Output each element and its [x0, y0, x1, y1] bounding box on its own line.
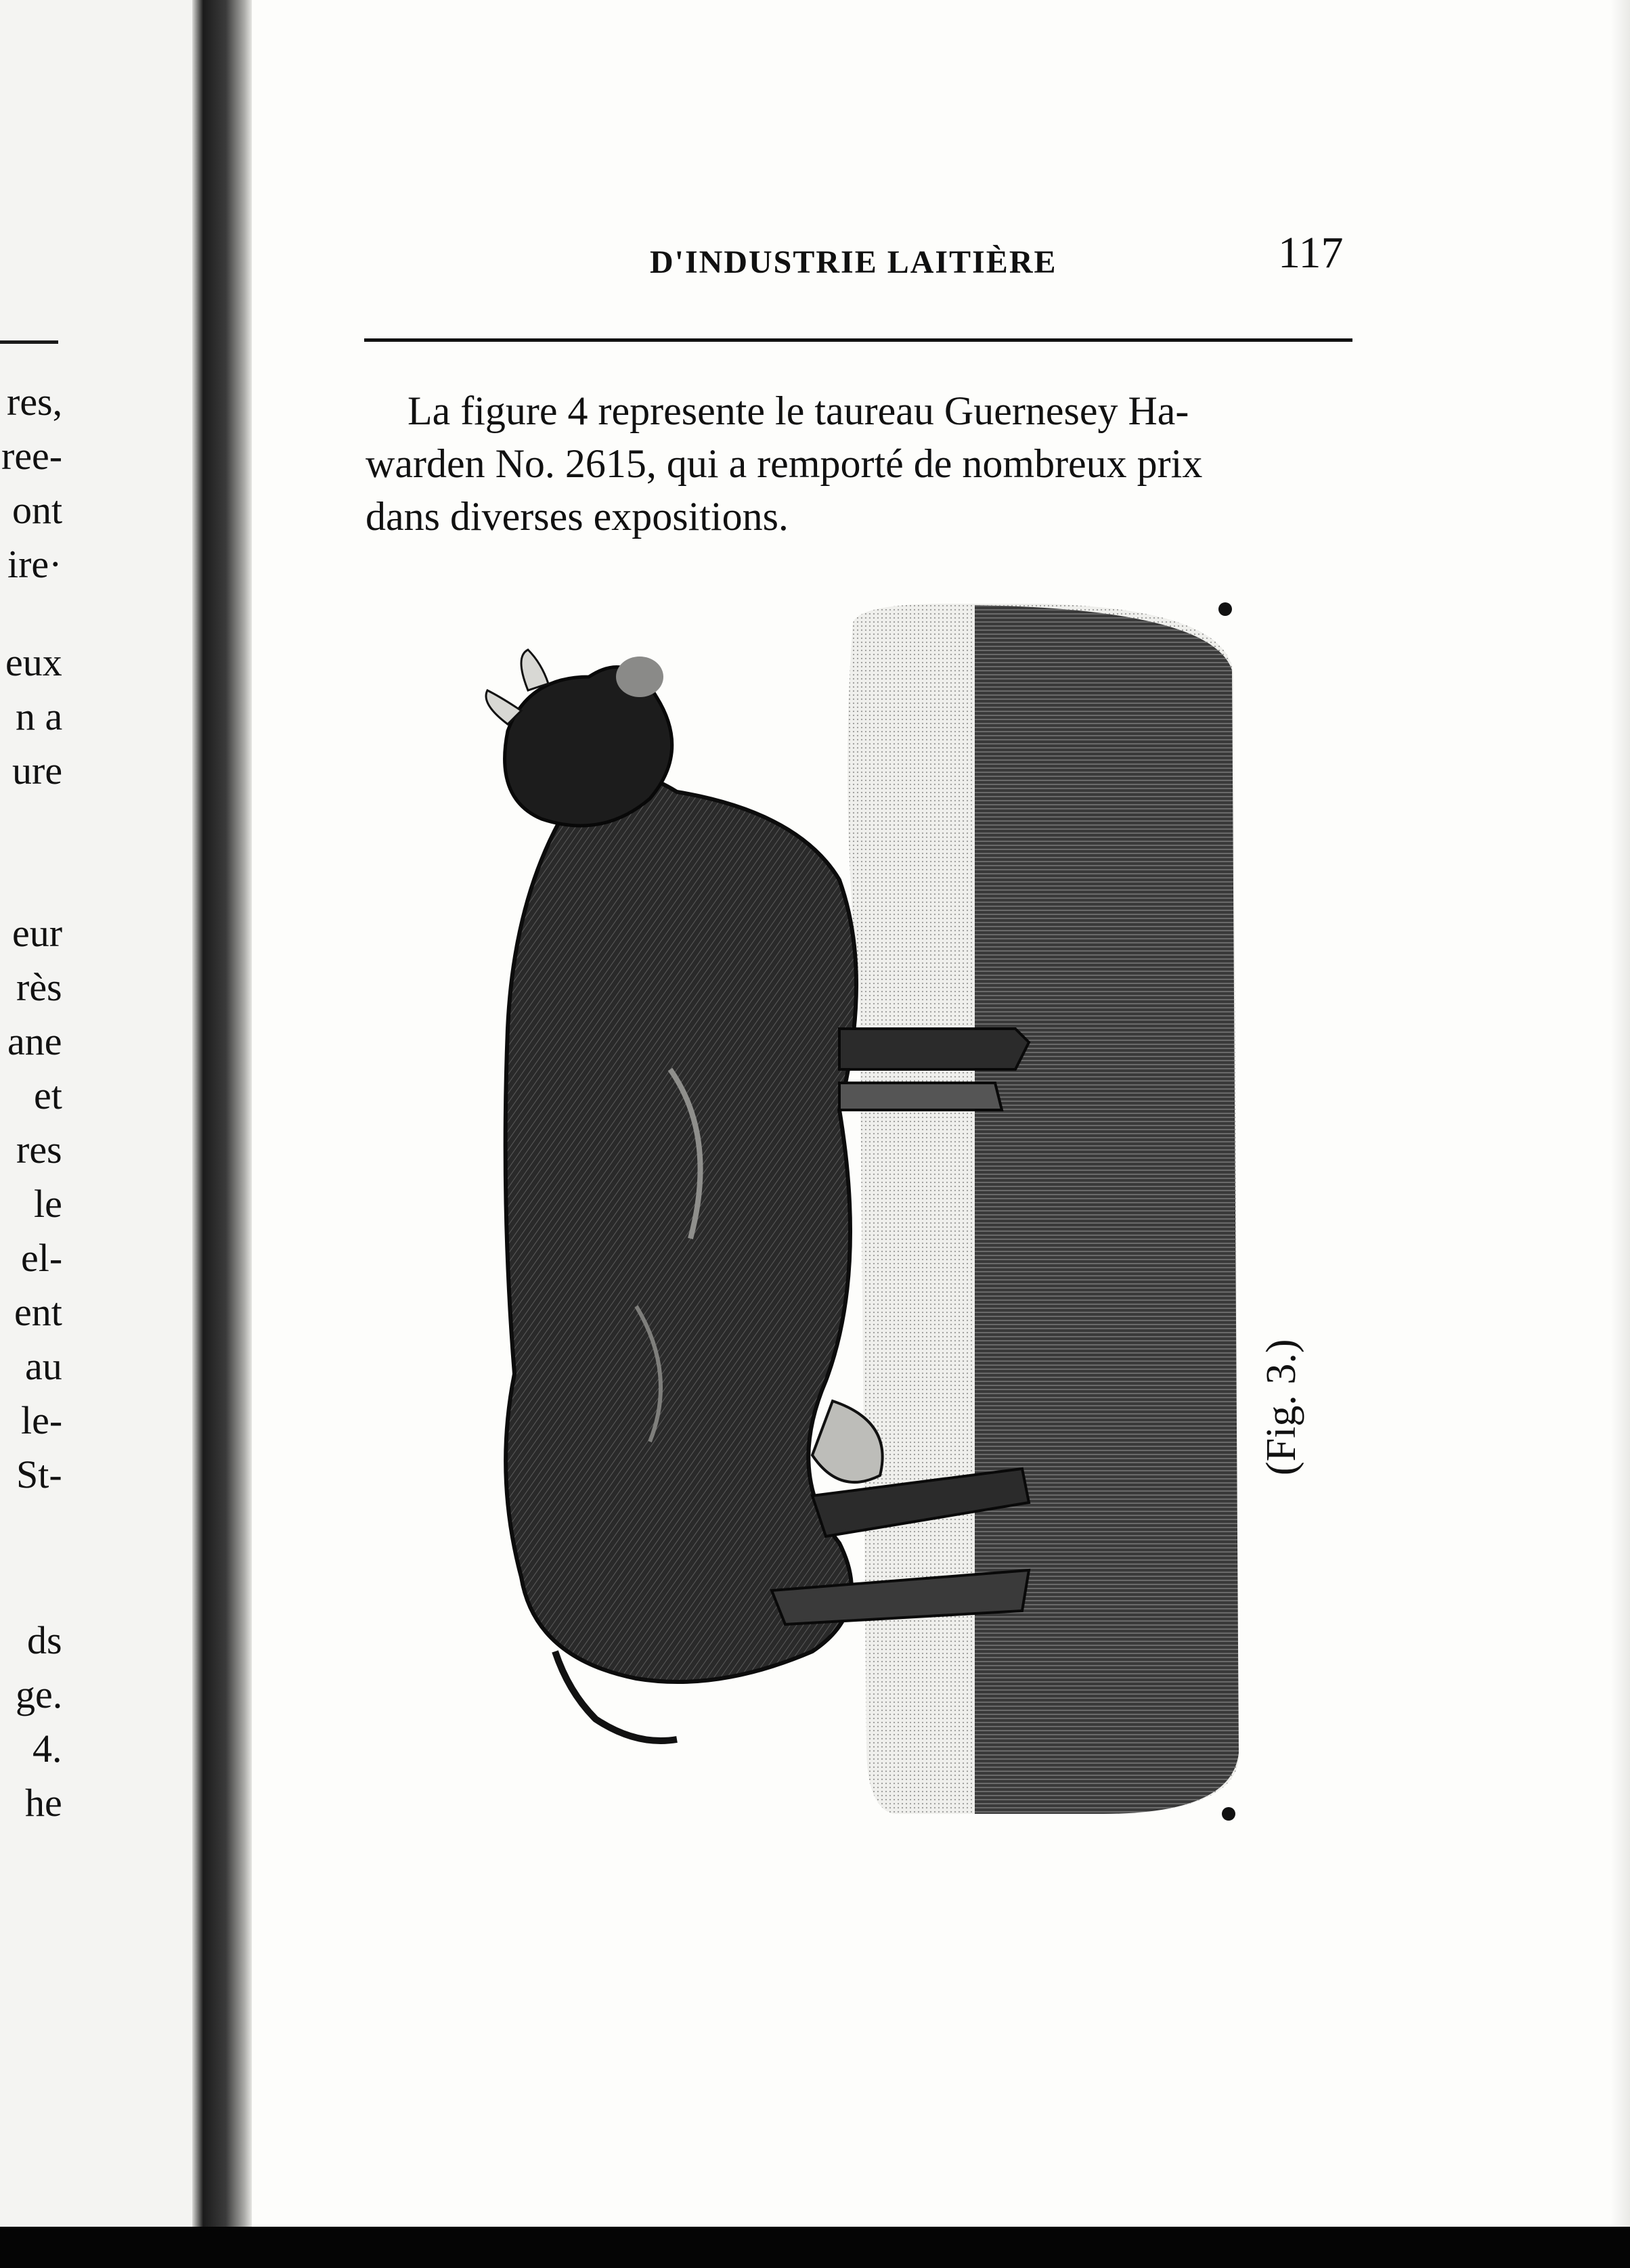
left-page-fragment-line: ure [12, 749, 63, 793]
left-page-fragment-line: eur [12, 911, 63, 955]
figure-caption-box [1258, 1272, 1305, 1475]
body-line-1: La figure 4 represente le taureau Guernesey Ha- [408, 388, 1189, 433]
left-page-fragment-line: eux [5, 640, 62, 684]
left-page-fragment-line: ree- [1, 434, 63, 478]
left-page-fragment-line: ds [27, 1618, 62, 1662]
header-rule [364, 338, 1352, 342]
figure-ground-strip [975, 605, 1239, 1814]
body-line-3: dans diverses expositions. [366, 494, 789, 539]
book-gutter [192, 0, 253, 2233]
running-head: D'INDUSTRIE LAITIÈRE [650, 244, 1057, 280]
body-line-2: warden No. 2615, qui a remporté de nombreux prix [366, 441, 1203, 486]
figure-caption: (Fig. 3.) [1258, 1339, 1304, 1475]
left-page-rule [0, 340, 58, 344]
left-page-fragment-line: St- [16, 1452, 62, 1496]
left-page-fragment-line: le- [21, 1398, 63, 1442]
left-page-fragment-line: au [25, 1344, 62, 1388]
body-paragraph [366, 384, 1361, 543]
left-page-fragment-line: 4. [32, 1727, 62, 1771]
left-page-fragment-line: ge. [16, 1672, 63, 1716]
left-page-fragment-line: el- [21, 1236, 63, 1280]
left-page-fragment-line: et [34, 1073, 62, 1117]
left-page-fragment-line: rès [16, 965, 62, 1009]
page-number: 117 [1278, 228, 1344, 277]
left-page-fragment-line: ire· [7, 542, 62, 586]
left-page-fragment-line: res, [7, 380, 63, 424]
left-page-fragment-line: res [16, 1128, 62, 1172]
left-page-fragment-line: ent [14, 1290, 62, 1334]
left-page-fragment [0, 0, 196, 2233]
scan-bottom-border [0, 2227, 1630, 2268]
left-page-fragment-line: he [25, 1781, 62, 1825]
left-page-fragment-line: n a [16, 694, 63, 738]
left-page-fragment-line: ane [7, 1019, 62, 1063]
left-page-fragment-line: le [34, 1182, 62, 1226]
cow-engraving-figure [433, 596, 1246, 1827]
left-page-fragment-line: ont [12, 488, 63, 532]
page-edge-shadow [1611, 0, 1630, 2227]
